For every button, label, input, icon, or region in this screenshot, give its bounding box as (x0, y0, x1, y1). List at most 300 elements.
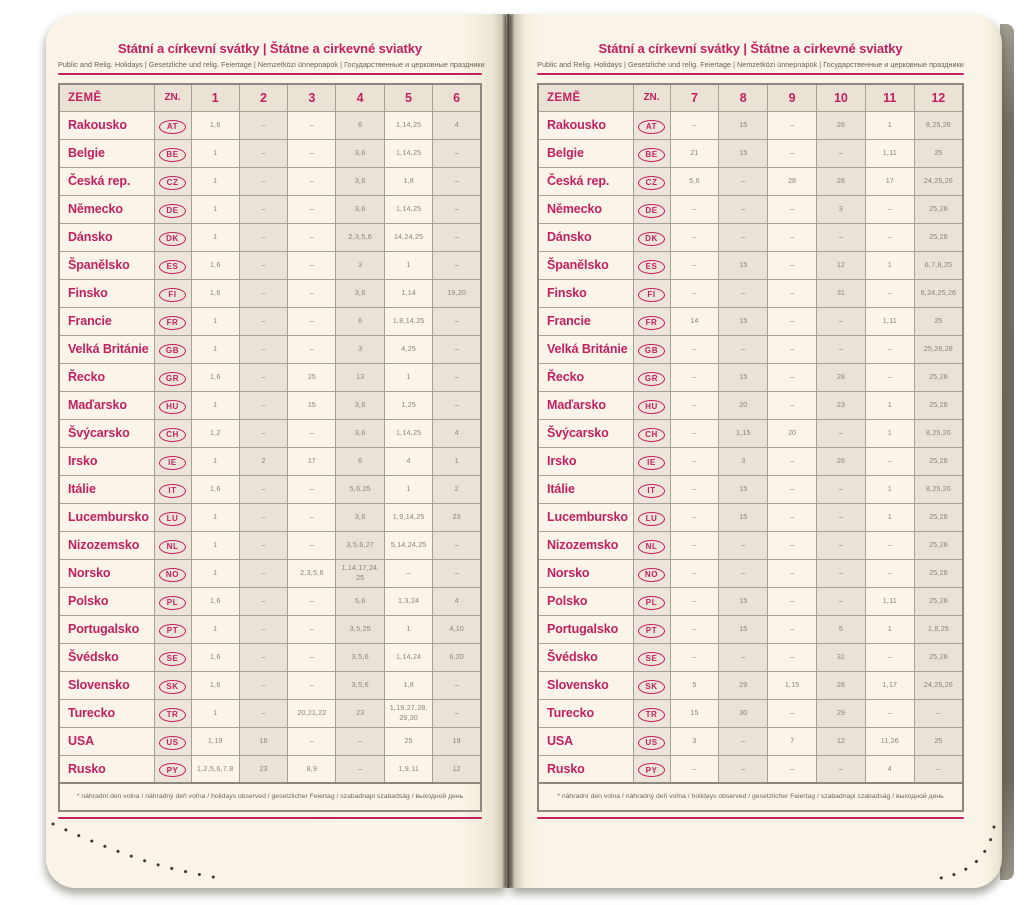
holiday-days-cell: 3, 6 (336, 279, 384, 307)
country-code-badge: LU (638, 512, 665, 526)
holiday-days-cell: – (768, 391, 817, 419)
country-name-cell: Německo (538, 195, 633, 223)
table-row (538, 195, 963, 223)
holiday-days-cell: – (433, 391, 481, 419)
country-name-cell: Irsko (59, 447, 154, 475)
country-code-cell (154, 139, 191, 167)
country-name-cell: Švýcarsko (59, 419, 154, 447)
holiday-days-cell: 28 (816, 363, 865, 391)
table-row (538, 223, 963, 251)
country-code-cell (154, 363, 191, 391)
holiday-days-cell: – (239, 531, 287, 559)
holiday-days-cell: 1 (384, 363, 432, 391)
holiday-days-cell: 29 (816, 699, 865, 727)
table-row (59, 223, 481, 251)
holiday-days-cell: – (670, 111, 719, 139)
country-code-cell (633, 279, 670, 307)
holiday-days-cell: 1, 9, 11 (384, 755, 432, 783)
holiday-days-cell: 1 (191, 447, 239, 475)
country-name-cell: Slovensko (59, 671, 154, 699)
holiday-days-cell: 25, 26 (914, 363, 963, 391)
holiday-days-cell: – (288, 307, 336, 335)
country-code-badge: DK (638, 232, 665, 246)
holiday-days-cell: – (865, 363, 914, 391)
country-name-cell: USA (59, 727, 154, 755)
country-code-cell (633, 335, 670, 363)
holiday-days-cell: – (288, 475, 336, 503)
holiday-days-cell: 11, 26 (865, 727, 914, 755)
holiday-days-cell: – (433, 699, 481, 727)
holiday-days-cell: 1, 6 (191, 279, 239, 307)
holiday-days-cell: – (768, 195, 817, 223)
column-header-code: ZN. (633, 84, 670, 111)
holiday-days-cell: – (239, 587, 287, 615)
table-row (538, 699, 963, 727)
country-code-badge: DE (638, 204, 665, 218)
holiday-days-cell: 2, 3, 5, 6 (336, 223, 384, 251)
country-code-badge: GR (638, 372, 665, 386)
column-header-month: 1 (191, 84, 239, 111)
holiday-days-cell: – (239, 559, 287, 587)
holiday-days-cell: 12 (433, 755, 481, 783)
holiday-days-cell: 1, 6 (191, 671, 239, 699)
holiday-days-cell: 5, 6, 25 (336, 475, 384, 503)
holiday-days-cell: 1 (433, 447, 481, 475)
holiday-days-cell: – (768, 251, 817, 279)
holiday-days-cell: – (670, 279, 719, 307)
table-row (59, 139, 481, 167)
holiday-days-cell: 3 (670, 727, 719, 755)
holiday-days-cell: 3, 6 (336, 391, 384, 419)
holiday-days-cell: 21 (670, 139, 719, 167)
holiday-days-cell: 8, 9 (288, 755, 336, 783)
holiday-days-cell: 1, 14 (384, 279, 432, 307)
holiday-days-cell: – (239, 475, 287, 503)
country-code-cell (154, 391, 191, 419)
table-row (538, 335, 963, 363)
footnote: * náhradní den volna / náhradný deň voľna / holidays observed / gesetzlicher Feiertag / szabadnapi szabadság / выходной день (537, 784, 964, 812)
country-code-badge: GR (159, 372, 186, 386)
country-code-badge: ES (159, 260, 186, 274)
holiday-days-cell: – (816, 755, 865, 783)
country-code-badge: US (159, 736, 186, 750)
holiday-days-cell: 1 (191, 195, 239, 223)
country-name-cell: Maďarsko (59, 391, 154, 419)
country-code-badge: FI (638, 288, 665, 302)
holiday-days-cell: – (816, 335, 865, 363)
holiday-days-cell: 3, 6 (336, 167, 384, 195)
column-header-month: 10 (816, 84, 865, 111)
country-name-cell: Francie (59, 307, 154, 335)
country-code-cell (633, 475, 670, 503)
holiday-days-cell: – (288, 531, 336, 559)
country-code-cell (633, 643, 670, 671)
holiday-days-cell: 1 (191, 223, 239, 251)
country-code-badge: NO (159, 568, 186, 582)
holiday-days-cell: – (670, 559, 719, 587)
country-code-cell (633, 195, 670, 223)
holiday-days-cell: 6, 24, 25, 26 (914, 279, 963, 307)
holiday-days-cell: 3, 6 (336, 139, 384, 167)
table-row (538, 643, 963, 671)
holiday-days-cell: 2 (239, 447, 287, 475)
table-row (538, 615, 963, 643)
country-code-cell (154, 531, 191, 559)
holiday-days-cell: 1, 14, 24 (384, 643, 432, 671)
table-row (538, 391, 963, 419)
country-name-cell: Lucembursko (538, 503, 633, 531)
holiday-days-cell: – (816, 531, 865, 559)
country-name-cell: Švédsko (59, 643, 154, 671)
table-row (59, 447, 481, 475)
table-row (59, 279, 481, 307)
holiday-days-cell: – (433, 251, 481, 279)
holiday-days-cell: 4 (865, 755, 914, 783)
holiday-days-cell: 15 (719, 615, 768, 643)
holiday-days-cell: 1, 14, 25 (384, 111, 432, 139)
holiday-days-cell: 17 (288, 447, 336, 475)
country-code-cell (154, 279, 191, 307)
country-code-cell (633, 587, 670, 615)
holiday-days-cell: 3, 5, 6 (336, 671, 384, 699)
country-code-cell (154, 307, 191, 335)
holiday-days-cell: 14 (670, 307, 719, 335)
country-code-badge: PL (638, 596, 665, 610)
holiday-days-cell: 5 (670, 671, 719, 699)
holiday-days-cell: – (433, 671, 481, 699)
holiday-days-cell: 7 (768, 727, 817, 755)
holiday-days-cell: 3 (336, 335, 384, 363)
holiday-days-cell: 1 (865, 475, 914, 503)
table-row (538, 363, 963, 391)
holiday-days-cell: – (719, 559, 768, 587)
column-header-month: 5 (384, 84, 432, 111)
holiday-days-cell: 4 (384, 447, 432, 475)
holiday-days-cell: – (384, 559, 432, 587)
country-code-cell (633, 111, 670, 139)
holiday-days-cell: 5, 14, 24, 25 (384, 531, 432, 559)
holiday-days-cell: 4, 25 (384, 335, 432, 363)
holiday-days-cell: – (865, 447, 914, 475)
country-code-cell (633, 447, 670, 475)
country-name-cell: Česká rep. (59, 167, 154, 195)
table-row (538, 755, 963, 783)
holiday-days-cell: – (433, 167, 481, 195)
table-row (59, 391, 481, 419)
country-name-cell: Velká Británie (59, 335, 154, 363)
holiday-days-cell: 1 (191, 335, 239, 363)
country-name-cell: Česká rep. (538, 167, 633, 195)
holiday-days-cell: 15 (719, 307, 768, 335)
holiday-days-cell: 3 (816, 195, 865, 223)
country-code-cell (633, 755, 670, 783)
holiday-days-cell: 8, 25, 26 (914, 419, 963, 447)
country-code-badge: NL (159, 540, 186, 554)
country-code-badge: FR (638, 316, 665, 330)
country-code-cell (154, 419, 191, 447)
holiday-days-cell: – (239, 167, 287, 195)
holiday-days-cell: 1 (384, 251, 432, 279)
country-code-badge: HU (638, 400, 665, 414)
holiday-days-cell: – (768, 447, 817, 475)
holiday-days-cell: – (768, 111, 817, 139)
title-rule (58, 73, 482, 75)
holiday-days-cell: – (670, 643, 719, 671)
holiday-days-cell: – (719, 531, 768, 559)
country-code-badge: IE (159, 456, 186, 470)
country-code-badge: SK (159, 680, 186, 694)
country-code-badge: PY (159, 763, 186, 777)
holiday-days-cell: 1, 11 (865, 587, 914, 615)
holiday-days-cell: – (768, 307, 817, 335)
holiday-days-cell: – (816, 587, 865, 615)
holiday-days-cell: – (768, 755, 817, 783)
holiday-days-cell: 4 (433, 587, 481, 615)
holiday-days-cell: – (239, 391, 287, 419)
holiday-days-cell: 15 (719, 503, 768, 531)
country-code-cell (633, 391, 670, 419)
country-code-cell (633, 139, 670, 167)
holiday-days-cell: 4 (433, 111, 481, 139)
table-row (59, 671, 481, 699)
table-row (538, 419, 963, 447)
country-name-cell: Dánsko (59, 223, 154, 251)
holiday-days-cell: – (816, 559, 865, 587)
holiday-days-cell: – (768, 699, 817, 727)
country-name-cell: Švýcarsko (538, 419, 633, 447)
holiday-days-cell: 1 (865, 615, 914, 643)
country-code-cell (154, 755, 191, 783)
country-code-cell (633, 671, 670, 699)
country-code-cell (633, 503, 670, 531)
holiday-days-cell: 4, 10 (433, 615, 481, 643)
holiday-days-cell: – (865, 195, 914, 223)
table-row (538, 279, 963, 307)
table-row (59, 251, 481, 279)
table-row (538, 307, 963, 335)
holiday-days-cell: – (719, 643, 768, 671)
holiday-days-cell: – (768, 531, 817, 559)
country-code-badge: BE (159, 148, 186, 162)
holiday-days-cell: 19, 20 (433, 279, 481, 307)
holiday-days-cell: – (914, 755, 963, 783)
country-code-badge: PL (159, 596, 186, 610)
country-code-badge: PT (638, 624, 665, 638)
table-row (538, 587, 963, 615)
holiday-days-cell: 1, 11 (865, 139, 914, 167)
holiday-days-cell: – (670, 419, 719, 447)
country-code-cell (154, 447, 191, 475)
holiday-days-cell: – (239, 111, 287, 139)
table-row (538, 447, 963, 475)
holiday-days-cell: – (719, 195, 768, 223)
holiday-days-cell: – (670, 391, 719, 419)
page-subtitle: Public and Relig. Holidays | Gesetzliche und relig. Feiertage | Nemzetközi ünnepnapok | Государственные и церковные праздники (537, 60, 964, 69)
table-row (538, 475, 963, 503)
holiday-days-cell: 1, 11 (865, 307, 914, 335)
holiday-days-cell: 3, 5, 6, 27 (336, 531, 384, 559)
holiday-days-cell: 25 (288, 363, 336, 391)
table-row (59, 335, 481, 363)
country-code-badge: FR (159, 316, 186, 330)
holiday-days-cell: 6 (336, 111, 384, 139)
page-title: Státní a církevní svátky | Štátne a cirkevné sviatky (117, 41, 423, 56)
table-row (538, 111, 963, 139)
holiday-days-cell: 1, 8, 25 (914, 615, 963, 643)
country-name-cell: Turecko (59, 699, 154, 727)
country-code-badge: PT (159, 624, 186, 638)
country-code-cell (154, 699, 191, 727)
holiday-days-cell: 1, 6 (191, 363, 239, 391)
column-header-month: 7 (670, 84, 719, 111)
country-code-badge: CZ (159, 176, 186, 190)
holiday-days-cell: – (288, 195, 336, 223)
holiday-days-cell: – (670, 195, 719, 223)
country-code-badge: GB (159, 344, 186, 358)
holiday-days-cell: – (239, 615, 287, 643)
perforation-dots (931, 825, 997, 883)
holiday-days-cell: – (239, 223, 287, 251)
country-name-cell: Španělsko (59, 251, 154, 279)
holiday-days-cell: – (719, 167, 768, 195)
left-page (46, 14, 506, 888)
table-row (59, 363, 481, 391)
table-row (59, 615, 481, 643)
holiday-days-cell: 15 (719, 363, 768, 391)
holiday-days-cell: 6, 20 (433, 643, 481, 671)
holiday-days-cell: – (816, 139, 865, 167)
holiday-days-cell: – (768, 139, 817, 167)
holiday-days-cell: 25 (914, 727, 963, 755)
holiday-days-cell: 1, 8, 14, 25 (384, 307, 432, 335)
holiday-days-cell: 8, 25, 26 (914, 475, 963, 503)
country-code-cell (154, 111, 191, 139)
country-code-cell (154, 727, 191, 755)
holiday-days-cell: 30 (719, 699, 768, 727)
holiday-days-cell: 25, 26 (914, 503, 963, 531)
country-name-cell: Rusko (59, 755, 154, 783)
holiday-days-cell: 2 (433, 475, 481, 503)
holiday-days-cell: 31 (816, 643, 865, 671)
table-row (538, 727, 963, 755)
holiday-days-cell: 6, 7, 8, 25 (914, 251, 963, 279)
holiday-days-cell: 1 (384, 615, 432, 643)
holiday-days-cell: 1 (865, 503, 914, 531)
holiday-days-cell: – (768, 559, 817, 587)
country-code-badge: GB (638, 344, 665, 358)
country-name-cell: Finsko (538, 279, 633, 307)
holiday-days-cell: 26 (816, 447, 865, 475)
country-code-cell (633, 699, 670, 727)
country-name-cell: Řecko (538, 363, 633, 391)
holiday-days-cell: 20, 21, 22 (288, 699, 336, 727)
holiday-days-cell: 1 (191, 531, 239, 559)
holiday-days-cell: 1 (865, 251, 914, 279)
holiday-days-cell: – (288, 279, 336, 307)
holiday-days-cell: 1, 8 (384, 167, 432, 195)
holiday-days-cell: 1, 14, 25 (384, 419, 432, 447)
holiday-days-cell: 1, 17 (865, 671, 914, 699)
holiday-days-cell: 1, 15 (768, 671, 817, 699)
table-row (59, 643, 481, 671)
holiday-days-cell: – (239, 307, 287, 335)
country-code-cell (154, 195, 191, 223)
holiday-days-cell: 1, 6 (191, 251, 239, 279)
holiday-days-cell: – (288, 139, 336, 167)
holiday-days-cell: – (816, 419, 865, 447)
country-code-cell (633, 307, 670, 335)
holiday-days-cell: 1, 2 (191, 419, 239, 447)
holiday-days-cell: – (288, 643, 336, 671)
holiday-days-cell: – (670, 447, 719, 475)
holiday-days-cell: – (288, 223, 336, 251)
country-name-cell: Belgie (59, 139, 154, 167)
country-code-cell (154, 503, 191, 531)
holiday-days-cell: – (433, 223, 481, 251)
country-code-badge: SE (638, 652, 665, 666)
holiday-days-cell: – (239, 139, 287, 167)
country-code-cell (154, 615, 191, 643)
holiday-days-cell: – (768, 475, 817, 503)
country-code-cell (633, 363, 670, 391)
holiday-days-cell: 26 (816, 111, 865, 139)
holiday-days-cell: – (239, 335, 287, 363)
country-code-badge: AT (638, 120, 665, 134)
bottom-rule (537, 817, 964, 819)
holiday-days-cell: 12 (816, 727, 865, 755)
holiday-days-cell: 15 (719, 587, 768, 615)
holiday-days-cell: 25 (914, 307, 963, 335)
holiday-days-cell: 5, 6 (670, 167, 719, 195)
holiday-days-cell: 1, 6 (191, 475, 239, 503)
country-name-cell: Slovensko (538, 671, 633, 699)
holiday-days-cell: 6 (336, 447, 384, 475)
header-row (538, 84, 963, 111)
holiday-days-cell: 5, 6 (336, 587, 384, 615)
holiday-days-cell: 1, 9, 14, 25 (384, 503, 432, 531)
holiday-days-cell: – (288, 111, 336, 139)
holiday-days-cell: 1 (191, 167, 239, 195)
footnote: * náhradní den volna / náhradný deň voľna / holidays observed / gesetzlicher Feiertag / szabadnapi szabadság / выходной день (58, 784, 482, 812)
holiday-days-cell: 15 (719, 251, 768, 279)
country-code-badge: SE (159, 652, 186, 666)
holiday-days-cell: – (433, 335, 481, 363)
country-code-badge: DK (159, 232, 186, 246)
holiday-days-cell: 28 (816, 671, 865, 699)
country-code-badge: SK (638, 680, 665, 694)
holidays-table-left (58, 83, 482, 784)
holiday-days-cell: 25, 26 (914, 559, 963, 587)
holiday-days-cell: – (865, 559, 914, 587)
country-code-cell (154, 587, 191, 615)
holiday-days-cell: 31 (816, 279, 865, 307)
holiday-days-cell: 3, 6 (336, 195, 384, 223)
country-name-cell: USA (538, 727, 633, 755)
holiday-days-cell: 15 (719, 475, 768, 503)
holiday-days-cell: 1, 6 (191, 111, 239, 139)
table-row (59, 531, 481, 559)
holiday-days-cell: 2, 3, 5, 6 (288, 559, 336, 587)
holiday-days-cell: – (288, 615, 336, 643)
holiday-days-cell: – (719, 727, 768, 755)
country-name-cell: Irsko (538, 447, 633, 475)
table-row (59, 111, 481, 139)
column-header-month: 6 (433, 84, 481, 111)
country-name-cell: Portugalsko (538, 615, 633, 643)
holiday-days-cell: – (433, 195, 481, 223)
holiday-days-cell: 25, 26 (914, 531, 963, 559)
holiday-days-cell: – (816, 475, 865, 503)
